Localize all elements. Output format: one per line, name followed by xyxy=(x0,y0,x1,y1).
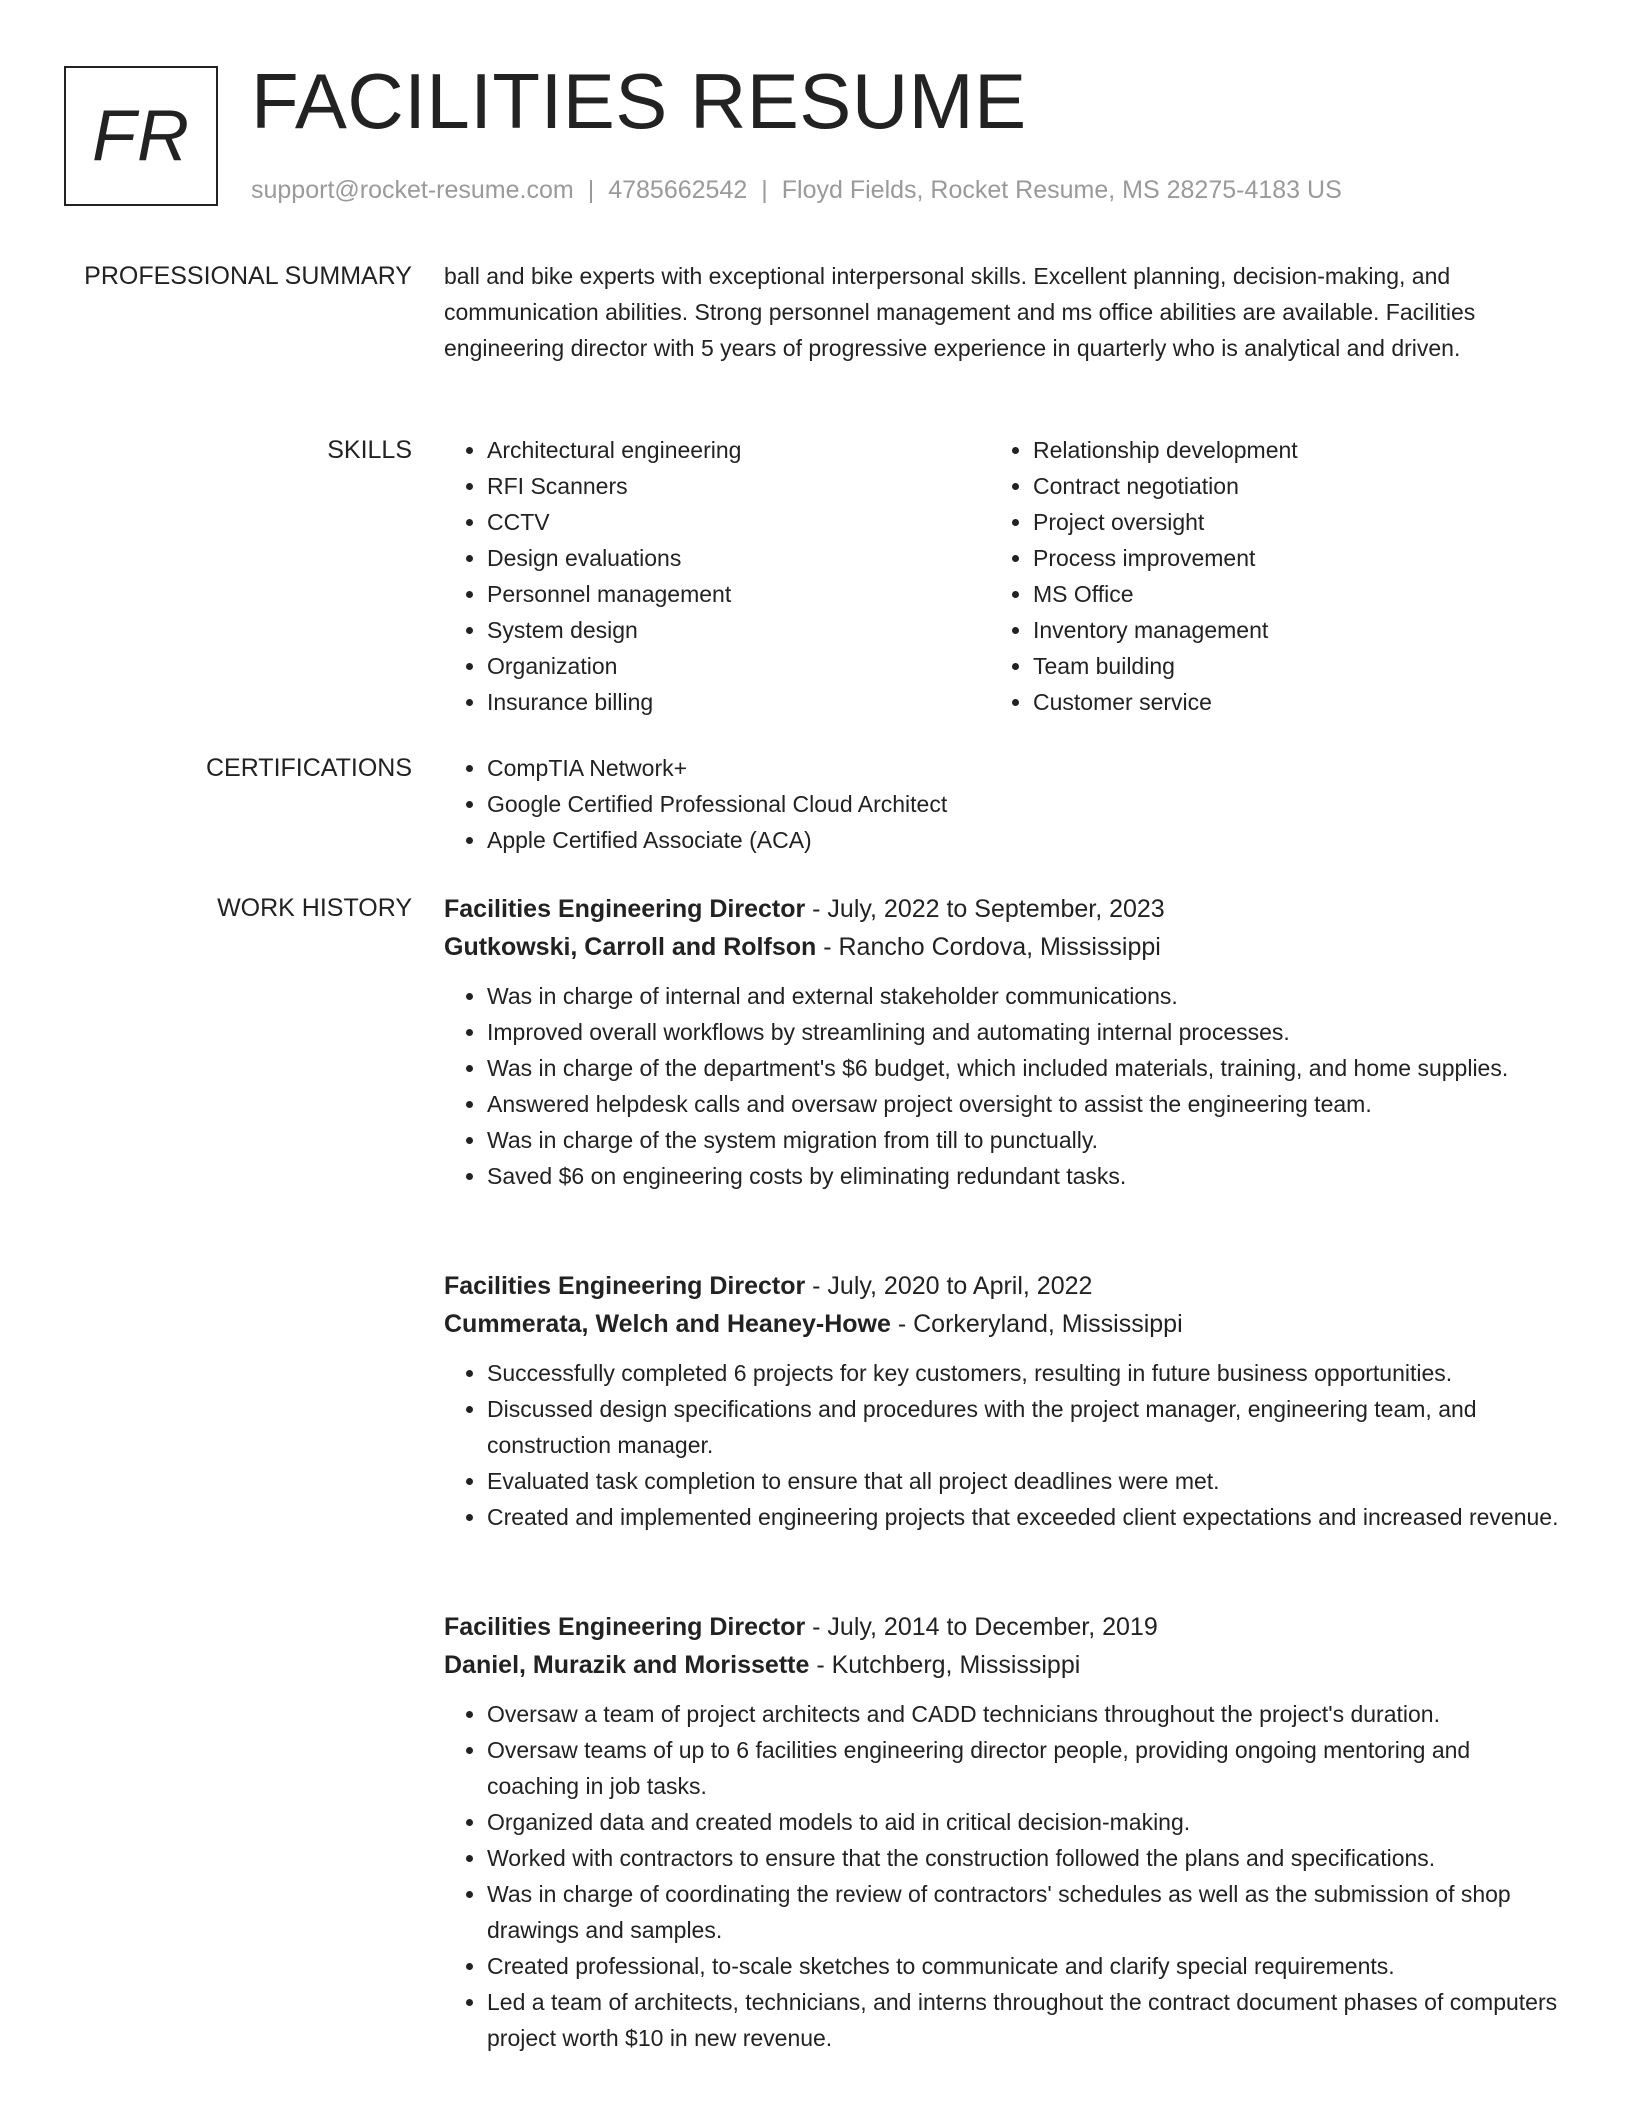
skill-item: • Contract negotiation xyxy=(1033,468,1573,504)
monogram-text: FR xyxy=(92,96,190,176)
job-location: - Corkeryland, Mississippi xyxy=(890,1310,1183,1338)
job-bullet: • Discussed design specifications and procedures with the project manager, engineering team, and construction manager. xyxy=(487,1391,1564,1463)
job-bullets xyxy=(444,1355,1564,1535)
skill-item: • Design evaluations xyxy=(487,540,1027,576)
job-bullet: • Improved overall workflows by streamlining and automating internal processes. xyxy=(487,1014,1564,1050)
skill-item: • Organization xyxy=(487,648,1027,684)
contact-address: Floyd Fields, Rocket Resume, MS 28275-4183 US xyxy=(781,176,1342,204)
skill-item: • CCTV xyxy=(487,504,1027,540)
job-bullet: • Created professional, to-scale sketches to communicate and clarify special requirements. xyxy=(487,1948,1564,1984)
job-bullet: • Created and implemented engineering projects that exceeded client expectations and increased revenue. xyxy=(487,1499,1564,1535)
job-bullet: • Was in charge of the system migration from till to punctually. xyxy=(487,1122,1564,1158)
skills-list-left xyxy=(444,432,1027,720)
skill-item: • Personnel management xyxy=(487,576,1027,612)
job-dates: - July, 2022 to September, 2023 xyxy=(805,895,1165,923)
skills-list-right xyxy=(990,432,1573,720)
job-company-line xyxy=(444,1646,1564,1684)
job-bullet: • Was in charge of the department's $6 budget, which included materials, training, and home supplies. xyxy=(487,1050,1564,1086)
job-bullet: • Answered helpdesk calls and oversaw project oversight to assist the engineering team. xyxy=(487,1086,1564,1122)
work-history-label: WORK HISTORY xyxy=(217,894,412,922)
contact-line xyxy=(251,172,1342,208)
skill-item: • System design xyxy=(487,612,1027,648)
job-title-line xyxy=(444,1267,1564,1305)
job-company: Daniel, Murazik and Morissette xyxy=(444,1651,810,1679)
job-dates: - July, 2014 to December, 2019 xyxy=(805,1613,1158,1641)
skill-item: • Process improvement xyxy=(1033,540,1573,576)
job-bullet: • Saved $6 on engineering costs by eliminating redundant tasks. xyxy=(487,1158,1564,1194)
job-company: Gutkowski, Carroll and Rolfson xyxy=(444,933,817,961)
job-title-line xyxy=(444,1608,1564,1646)
skill-item: • Relationship development xyxy=(1033,432,1573,468)
job-bullet: • Worked with contractors to ensure that the construction followed the plans and specifications. xyxy=(487,1840,1564,1876)
resume-title: FACILITIES RESUME xyxy=(251,57,1027,145)
contact-phone[interactable]: 4785662542 xyxy=(608,176,748,204)
job-title: Facilities Engineering Director xyxy=(444,895,806,923)
skill-item: • MS Office xyxy=(1033,576,1573,612)
skill-item: • Architectural engineering xyxy=(487,432,1027,468)
job-dates: - July, 2020 to April, 2022 xyxy=(805,1272,1093,1300)
job-bullet: • Led a team of architects, technicians, and interns throughout the contract document phases of computers project worth $10 in new revenue. xyxy=(487,1984,1564,2056)
job-bullet: • Oversaw a team of project architects and CADD technicians throughout the project's duration. xyxy=(487,1696,1564,1732)
job-location: - Kutchberg, Mississippi xyxy=(809,1651,1081,1679)
job-title: Facilities Engineering Director xyxy=(444,1272,806,1300)
skill-item: • RFI Scanners xyxy=(487,468,1027,504)
skill-item: • Project oversight xyxy=(1033,504,1573,540)
skill-item: • Team building xyxy=(1033,648,1573,684)
contact-separator: | xyxy=(587,176,595,204)
job-bullets xyxy=(444,1696,1564,2056)
certifications-label: CERTIFICATIONS xyxy=(205,754,412,782)
certification-item: • CompTIA Network+ xyxy=(487,750,1564,786)
skill-item: • Insurance billing xyxy=(487,684,1027,720)
skill-item: • Inventory management xyxy=(1033,612,1573,648)
job-bullet: • Evaluated task completion to ensure that all project deadlines were met. xyxy=(487,1463,1564,1499)
job-bullet: • Oversaw teams of up to 6 facilities engineering director people, providing ongoing mentoring and coaching in job tasks. xyxy=(487,1732,1564,1804)
job-bullets xyxy=(444,978,1564,1194)
job-company-line xyxy=(444,1305,1564,1343)
skill-item: • Customer service xyxy=(1033,684,1573,720)
summary-label: PROFESSIONAL SUMMARY xyxy=(84,262,412,290)
job-title-line xyxy=(444,890,1564,928)
job-bullet: • Organized data and created models to aid in critical decision-making. xyxy=(487,1804,1564,1840)
job-bullet: • Was in charge of internal and external stakeholder communications. xyxy=(487,978,1564,1014)
contact-separator: | xyxy=(761,176,768,204)
job-title: Facilities Engineering Director xyxy=(444,1613,806,1641)
job-bullet: • Successfully completed 6 projects for key customers, resulting in future business opportunities. xyxy=(487,1355,1564,1391)
certification-item: • Apple Certified Associate (ACA) xyxy=(487,822,1564,858)
certifications-list xyxy=(444,750,1564,858)
job-company-line xyxy=(444,928,1564,966)
job-company: Cummerata, Welch and Heaney-Howe xyxy=(444,1310,891,1338)
job-bullet: • Was in charge of coordinating the review of contractors' schedules as well as the submission of shop drawings and samples. xyxy=(487,1876,1564,1948)
monogram-box xyxy=(64,66,218,206)
job-location: - Rancho Cordova, Mississippi xyxy=(816,933,1161,961)
skills-label: SKILLS xyxy=(327,436,412,464)
contact-email[interactable]: support@rocket-resume.com xyxy=(251,176,574,204)
certification-item: • Google Certified Professional Cloud Architect xyxy=(487,786,1564,822)
summary-text: ball and bike experts with exceptional interpersonal skills. Excellent planning, decision-making, and communication abilities. Strong personnel management and ms office abilities are available. Facilities engineering director with 5 years of progressive experience in quarterly who is analytical and driven. xyxy=(444,263,1476,361)
